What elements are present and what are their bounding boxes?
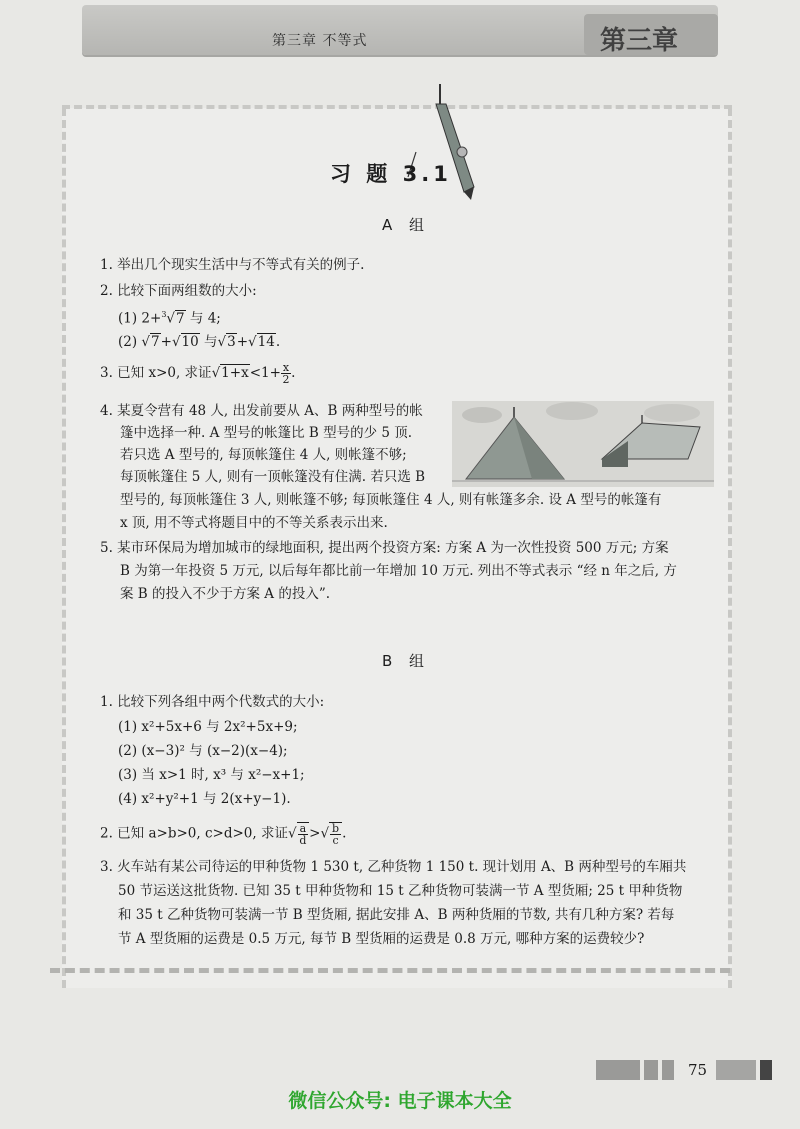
page-bar-5	[760, 1060, 772, 1080]
chapter-tab-label: 第三章	[600, 26, 679, 56]
b-question-3-line-2: 50 节运送这批货物. 已知 35 t 甲种货物和 15 t 乙种货物可装满一节 A 型货厢; 25 t 甲种货物	[118, 883, 683, 899]
a-question-2: 2. 比较下面两组数的大小:	[100, 283, 257, 299]
group-a-label: A 组	[382, 216, 431, 234]
group-b-label: B 组	[382, 652, 431, 670]
page-bar-1	[596, 1060, 640, 1080]
a-question-4-line-1: 4. 某夏令营有 48 人, 出发前要从 A、B 两种型号的帐	[100, 403, 423, 419]
b-question-1-part-3: (3) 当 x>1 时, x³ 与 x²−x+1;	[118, 767, 305, 783]
page-bar-2	[644, 1060, 658, 1080]
b-question-1: 1. 比较下列各组中两个代数式的大小:	[100, 694, 325, 710]
a-question-1: 1. 举出几个现实生活中与不等式有关的例子.	[100, 257, 365, 273]
a-question-4-line-6: x 顶, 用不等式将题目中的不等关系表示出来.	[120, 515, 388, 531]
page-bar-3	[662, 1060, 674, 1080]
page-number: 75	[688, 1061, 708, 1079]
page-bar-4	[716, 1060, 756, 1080]
b-question-1-part-2: (2) (x−3)² 与 (x−2)(x−4);	[118, 743, 288, 759]
a-question-4-line-3: 若只选 A 型号的, 每顶帐篷住 4 人, 则帐篷不够;	[120, 447, 407, 463]
a-question-5-line-1: 5. 某市环保局为增加城市的绿地面积, 提出两个投资方案: 方案 A 为一次性投资 500 万元; 方案	[100, 540, 669, 556]
a-question-2-part-2: (2) √7+√10 与√3+√14.	[118, 334, 281, 350]
a-question-5-line-2: B 为第一年投资 5 万元, 以后每年都比前一年增加 10 万元. 列出不等式表示 “经 n 年之后, 方	[120, 563, 677, 579]
tent-illustration	[452, 401, 714, 487]
panel-top-border	[62, 105, 732, 113]
a-question-3: 3. 已知 x>0, 求证√1+x<1+ $\frac{x}{2}$ .	[100, 361, 296, 386]
b-question-2: 2. 已知 a>b>0, c>d>0, 求证√ $\frac{a}{d}$ >√ $\frac{b}{c}$ .	[100, 822, 347, 847]
panel-bottom-border	[50, 968, 730, 979]
a-question-4-line-2: 篷中选择一种. A 型号的帐篷比 B 型号的少 5 顶.	[120, 425, 413, 441]
a-question-5-line-3: 案 B 的投入不少于方案 A 的投入”.	[120, 586, 331, 602]
header-chapter-section: 第三章 不等式	[272, 33, 368, 49]
b-question-1-part-1: (1) x²+5x+6 与 2x²+5x+9;	[118, 719, 298, 735]
b-question-3-line-1: 3. 火车站有某公司待运的甲种货物 1 530 t, 乙种货物 1 150 t. 现计划用 A、B 两种型号的车厢共	[100, 859, 687, 875]
b-question-3-line-4: 节 A 型货厢的运费是 0.5 万元, 每节 B 型货厢的运费是 0.8 万元, 哪种方案的运费较少?	[118, 931, 645, 947]
a-question-4-line-5: 型号的, 每顶帐篷住 3 人, 则帐篷不够; 每顶帐篷住 4 人, 则有帐篷多余. 设 A 型号的帐篷有	[120, 492, 662, 508]
a-question-4-line-4: 每顶帐篷住 5 人, 则有一顶帐篷没有住满. 若只选 B	[120, 469, 426, 485]
b-question-1-part-4: (4) x²+y²+1 与 2(x+y−1).	[118, 791, 291, 807]
exercise-title: 习 题 3.1	[330, 162, 452, 186]
watermark: 微信公众号: 电子课本大全	[288, 1090, 512, 1112]
a-question-2-part-1: (1) 2+$^3$√7 与 4;	[118, 310, 221, 327]
b-question-3-line-3: 和 35 t 乙种货物可装满一节 B 型货厢, 据此安排 A、B 两种货厢的节数, 共有几种方案? 若每	[118, 907, 675, 923]
